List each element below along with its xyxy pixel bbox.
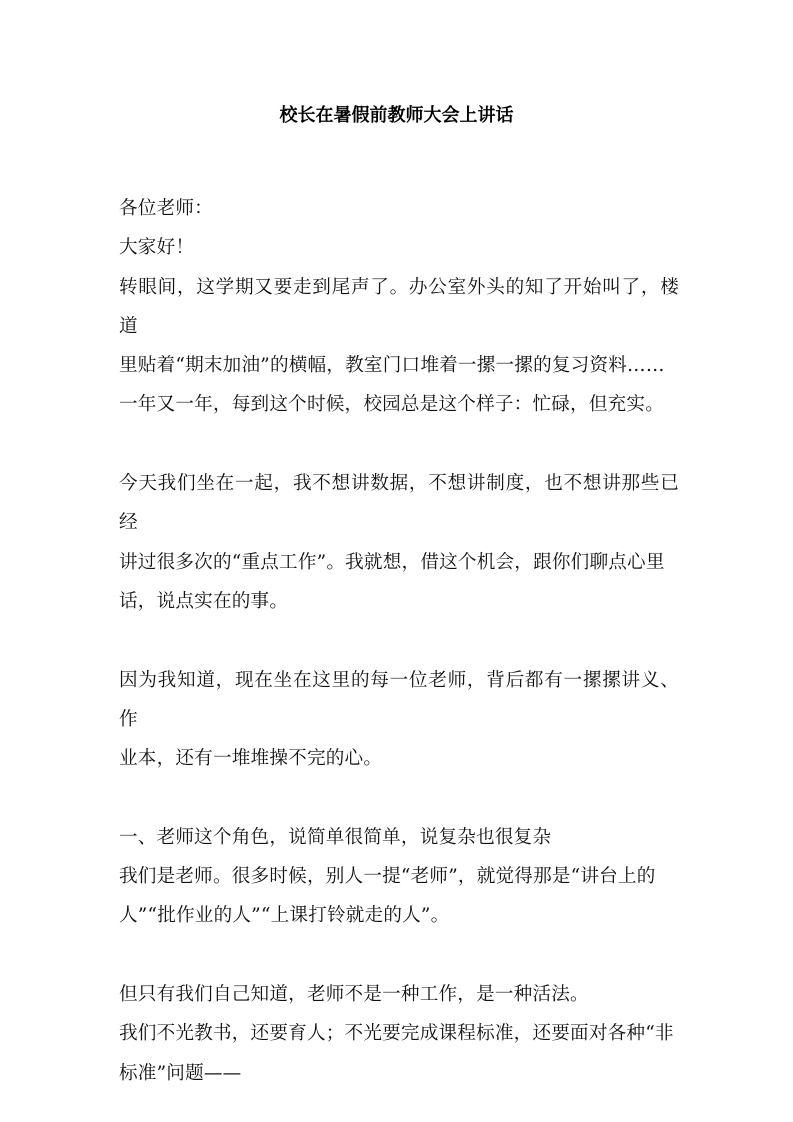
document-title: 校长在暑假前教师大会上讲话 xyxy=(279,105,514,126)
text-line: 人”“批作业的人”“上课打铃就走的人”。 xyxy=(119,905,450,927)
text-line: 业本，还有一堆堆操不完的心。 xyxy=(119,748,383,770)
document-body xyxy=(119,189,679,1093)
section-heading: 一、老师这个角色，说简单很简单，说复杂也很复杂 xyxy=(119,826,552,848)
text-line: 讲过很多次的“重点工作”。我就想，借这个机会，跟你们聊点心里 xyxy=(119,551,665,573)
text-line: 一年又一年，每到这个时候，校园总是这个样子：忙碌，但充实。 xyxy=(119,394,665,416)
text-line: 今天我们坐在一起，我不想讲数据，不想讲制度，也不想讲那些已经 xyxy=(119,473,679,534)
paragraph-gap xyxy=(119,936,679,975)
text-line: 里贴着“期末加油”的横幅，教室门口堆着一摞一摞的复习资料…… xyxy=(119,355,665,377)
greeting: 大家好！ xyxy=(119,237,195,259)
paragraph-3 xyxy=(119,661,679,779)
paragraph-2 xyxy=(119,464,679,621)
paragraph-gap xyxy=(119,425,679,464)
text-line: 我们是老师。很多时候，别人一提“老师”，就觉得那是“讲台上的 xyxy=(119,866,656,888)
text-line: 话，说点实在的事。 xyxy=(119,590,289,612)
text-line: 我们不光教书，还要育人；不光要完成课程标准，还要面对各种“非 xyxy=(119,1023,674,1045)
text-line: 因为我知道，现在坐在这里的每一位老师，背后都有一摞摞讲义、作 xyxy=(119,669,679,730)
paragraph-gap xyxy=(119,621,679,660)
text-line: 转眼间，这学期又要走到尾声了。办公室外头的知了开始叫了，楼道 xyxy=(119,276,679,337)
paragraph-1 xyxy=(119,268,679,425)
text-line: 但只有我们自己知道，老师不是一种工作，是一种活法。 xyxy=(119,983,589,1005)
paragraph-gap xyxy=(119,778,679,817)
text-line: 标准”问题—— xyxy=(119,1062,242,1084)
paragraph-5 xyxy=(119,975,679,1093)
section-1 xyxy=(119,818,679,936)
salutation: 各位老师： xyxy=(119,198,213,219)
